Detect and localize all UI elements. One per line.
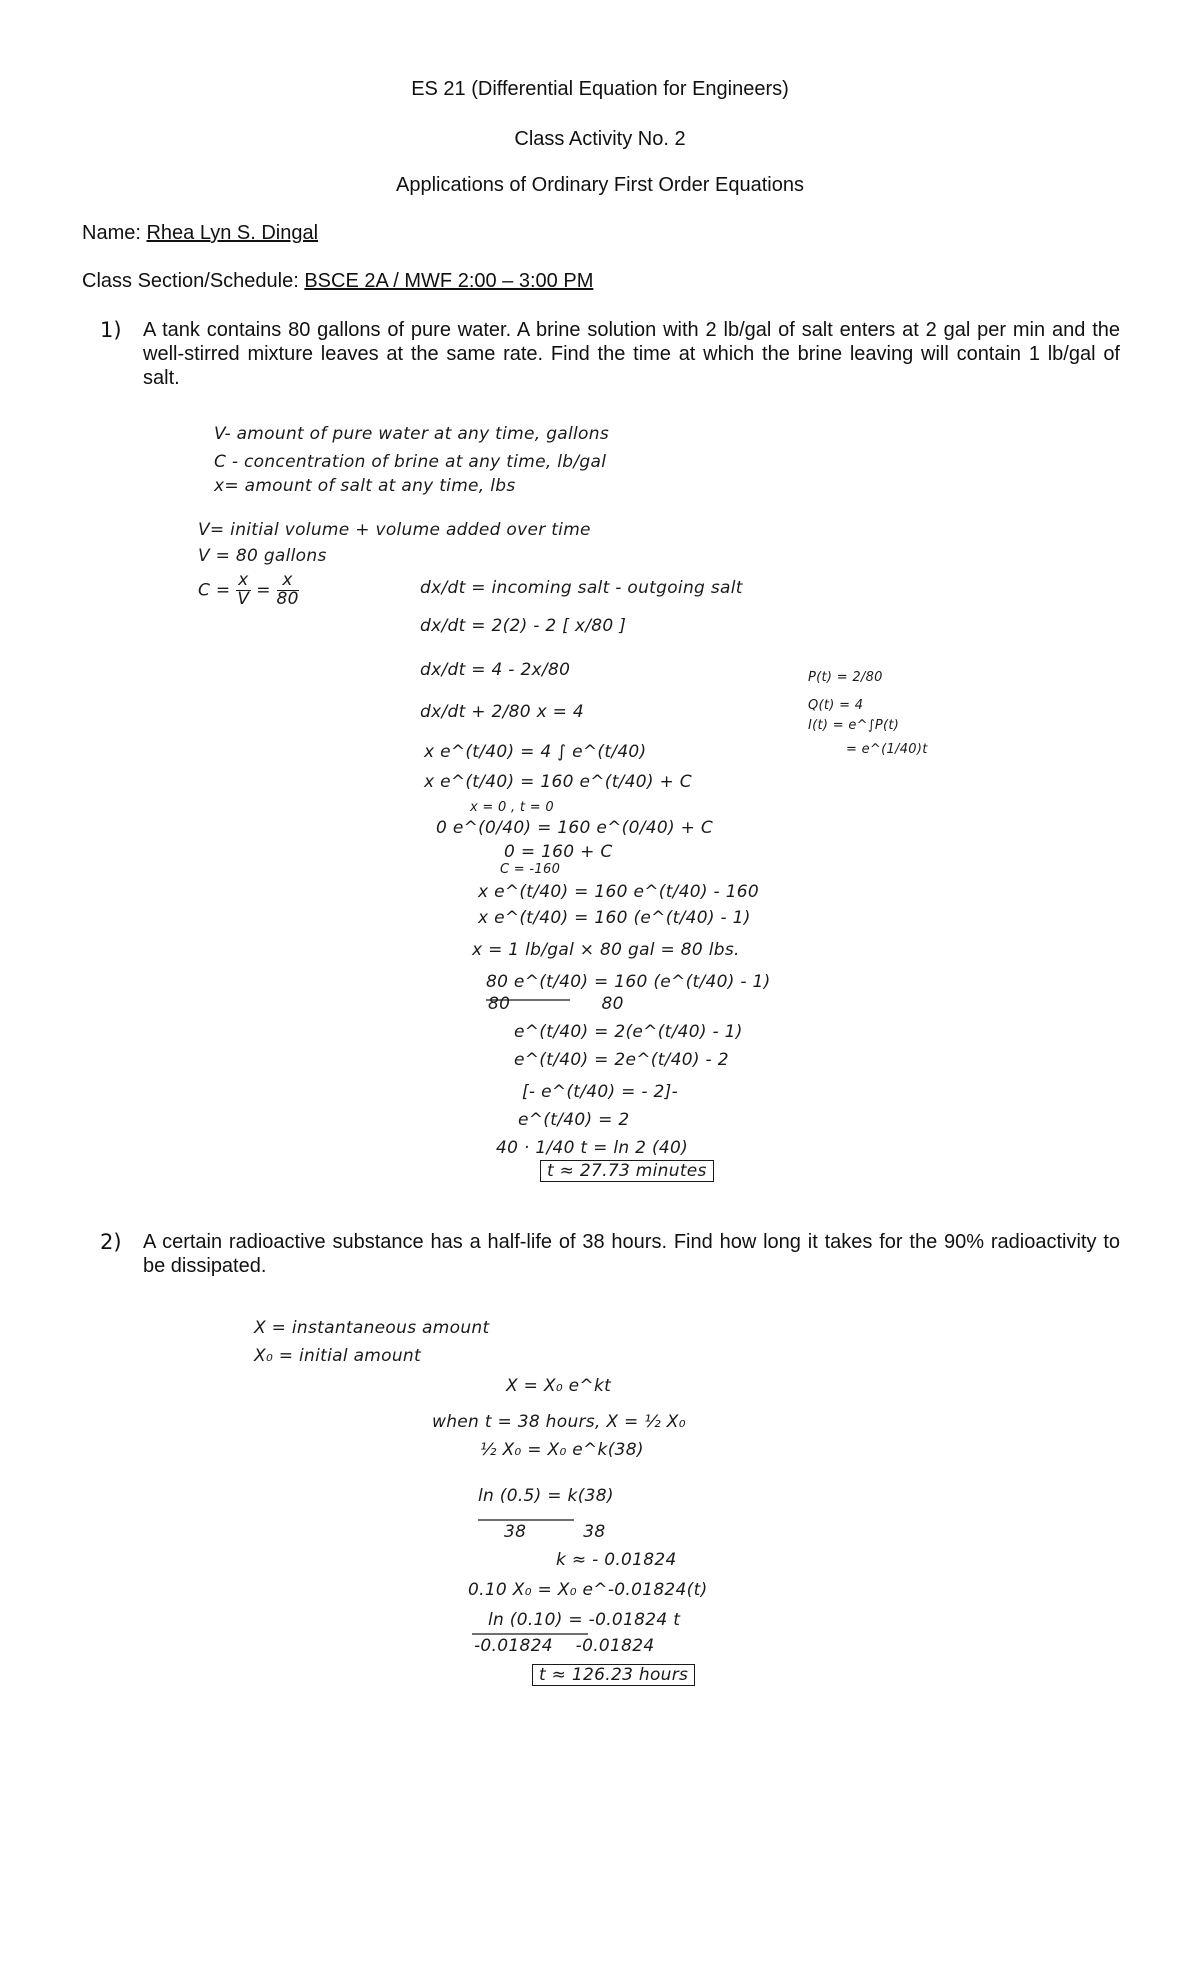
problem-2-number: 2) xyxy=(100,1230,122,1254)
p1-step-10: C = -160 xyxy=(500,862,561,877)
p1-step-9: 0 = 160 + C xyxy=(504,842,613,862)
p2-step-1: X = X₀ e^kt xyxy=(506,1376,612,1396)
topic-title: Applications of Ordinary First Order Equations xyxy=(396,174,804,196)
p1-step-13: x = 1 lb/gal × 80 gal = 80 lbs. xyxy=(472,940,740,960)
name-label: Name: xyxy=(82,222,147,244)
problem-2-text: A certain radioactive substance has a half-life of 38 hours. Find how long it takes for the 90% radioactivity to be dissipated. xyxy=(143,1231,1120,1277)
course-title: ES 21 (Differential Equation for Engineers) xyxy=(411,78,789,100)
p1-def-volume: V- amount of pure water at any time, gallons xyxy=(214,424,609,444)
p2-step-4: ln (0.5) = k(38) xyxy=(478,1486,614,1506)
p1-answer: t ≈ 27.73 minutes xyxy=(540,1160,714,1182)
p1-side-q: Q(t) = 4 xyxy=(808,698,864,713)
p2-step-3: ½ X₀ = X₀ e^k(38) xyxy=(480,1440,644,1460)
p1-volume-value: V = 80 gallons xyxy=(198,546,327,566)
p2-step-8: ln (0.10) = -0.01824 t xyxy=(488,1610,681,1630)
p1-step-11: x e^(t/40) = 160 e^(t/40) - 160 xyxy=(478,882,760,902)
p1-step-12: x e^(t/40) = 160 (e^(t/40) - 1) xyxy=(478,908,751,928)
p2-step-9: -0.01824 -0.01824 xyxy=(474,1636,655,1656)
name-line xyxy=(82,222,318,245)
p1-volume-eq: V= initial volume + volume added over time xyxy=(198,520,591,540)
p2-step-6: k ≈ - 0.01824 xyxy=(556,1550,677,1570)
p1-step-20: 40 · 1/40 t = ln 2 (40) xyxy=(496,1138,689,1158)
p2-answer: t ≈ 126.23 hours xyxy=(532,1664,695,1686)
section-value: BSCE 2A / MWF 2:00 – 3:00 PM xyxy=(304,270,594,292)
p1-step-8: 0 e^(0/40) = 160 e^(0/40) + C xyxy=(436,818,714,838)
activity-title: Class Activity No. 2 xyxy=(514,128,686,150)
p1-step-16: e^(t/40) = 2(e^(t/40) - 1) xyxy=(514,1022,743,1042)
p1-def-concentration: C - concentration of brine at any time, lb/gal xyxy=(214,452,607,472)
p1-step-18: [- e^(t/40) = - 2]- xyxy=(522,1082,679,1102)
p1-step-2: dx/dt = 2(2) - 2 [ x/80 ] xyxy=(420,616,627,636)
section-label: Class Section/Schedule: xyxy=(82,270,305,292)
p1-side-e: = e^(1/40)t xyxy=(846,742,928,757)
p1-side-i: I(t) = e^∫P(t) xyxy=(808,718,900,733)
conc-d1: V xyxy=(237,588,250,609)
problem-1-number: 1) xyxy=(100,318,122,342)
p2-step-5: 38 38 xyxy=(504,1522,606,1542)
p1-step-15: 80 80 xyxy=(488,994,624,1014)
section-line xyxy=(82,270,593,293)
p1-def-salt: x= amount of salt at any time, lbs xyxy=(214,476,516,496)
p1-concentration-eq xyxy=(198,572,299,609)
p2-step-7: 0.10 X₀ = X₀ e^-0.01824(t) xyxy=(468,1580,708,1600)
conc-n1: x xyxy=(238,570,249,590)
p2-def-instantaneous: X = instantaneous amount xyxy=(254,1318,490,1338)
conc-fraction-2 xyxy=(277,572,299,609)
p1-step-5: x e^(t/40) = 4 ∫ e^(t/40) xyxy=(424,742,647,762)
name-value: Rhea Lyn S. Dingal xyxy=(146,222,319,244)
p1-step-6: x e^(t/40) = 160 e^(t/40) + C xyxy=(424,772,692,792)
p1-side-p: P(t) = 2/80 xyxy=(808,670,883,685)
p1-step-17: e^(t/40) = 2e^(t/40) - 2 xyxy=(514,1050,729,1070)
p1-step-14: 80 e^(t/40) = 160 (e^(t/40) - 1) xyxy=(486,972,771,992)
p2-step-2: when t = 38 hours, X = ½ X₀ xyxy=(432,1412,686,1432)
p2-def-initial: X₀ = initial amount xyxy=(254,1346,421,1366)
conc-lhs: C = xyxy=(198,580,231,601)
p1-step-4: dx/dt + 2/80 x = 4 xyxy=(420,702,584,722)
problem-1-text: A tank contains 80 gallons of pure water. A brine solution with 2 lb/gal of salt enters at 2 gal per min and the well-stirred mixture leaves at the same rate. Find the time at which the brine leaving will contain 1 lb/gal of salt. xyxy=(143,319,1120,389)
conc-fraction-1 xyxy=(236,572,250,609)
p1-step-1: dx/dt = incoming salt - outgoing salt xyxy=(420,578,743,598)
conc-n2: x xyxy=(277,572,299,591)
p1-step-7: x = 0 , t = 0 xyxy=(470,800,554,815)
p1-step-3: dx/dt = 4 - 2x/80 xyxy=(420,660,571,680)
conc-eq: = xyxy=(256,580,271,601)
p1-step-19: e^(t/40) = 2 xyxy=(518,1110,630,1130)
conc-d2: 80 xyxy=(276,588,299,609)
